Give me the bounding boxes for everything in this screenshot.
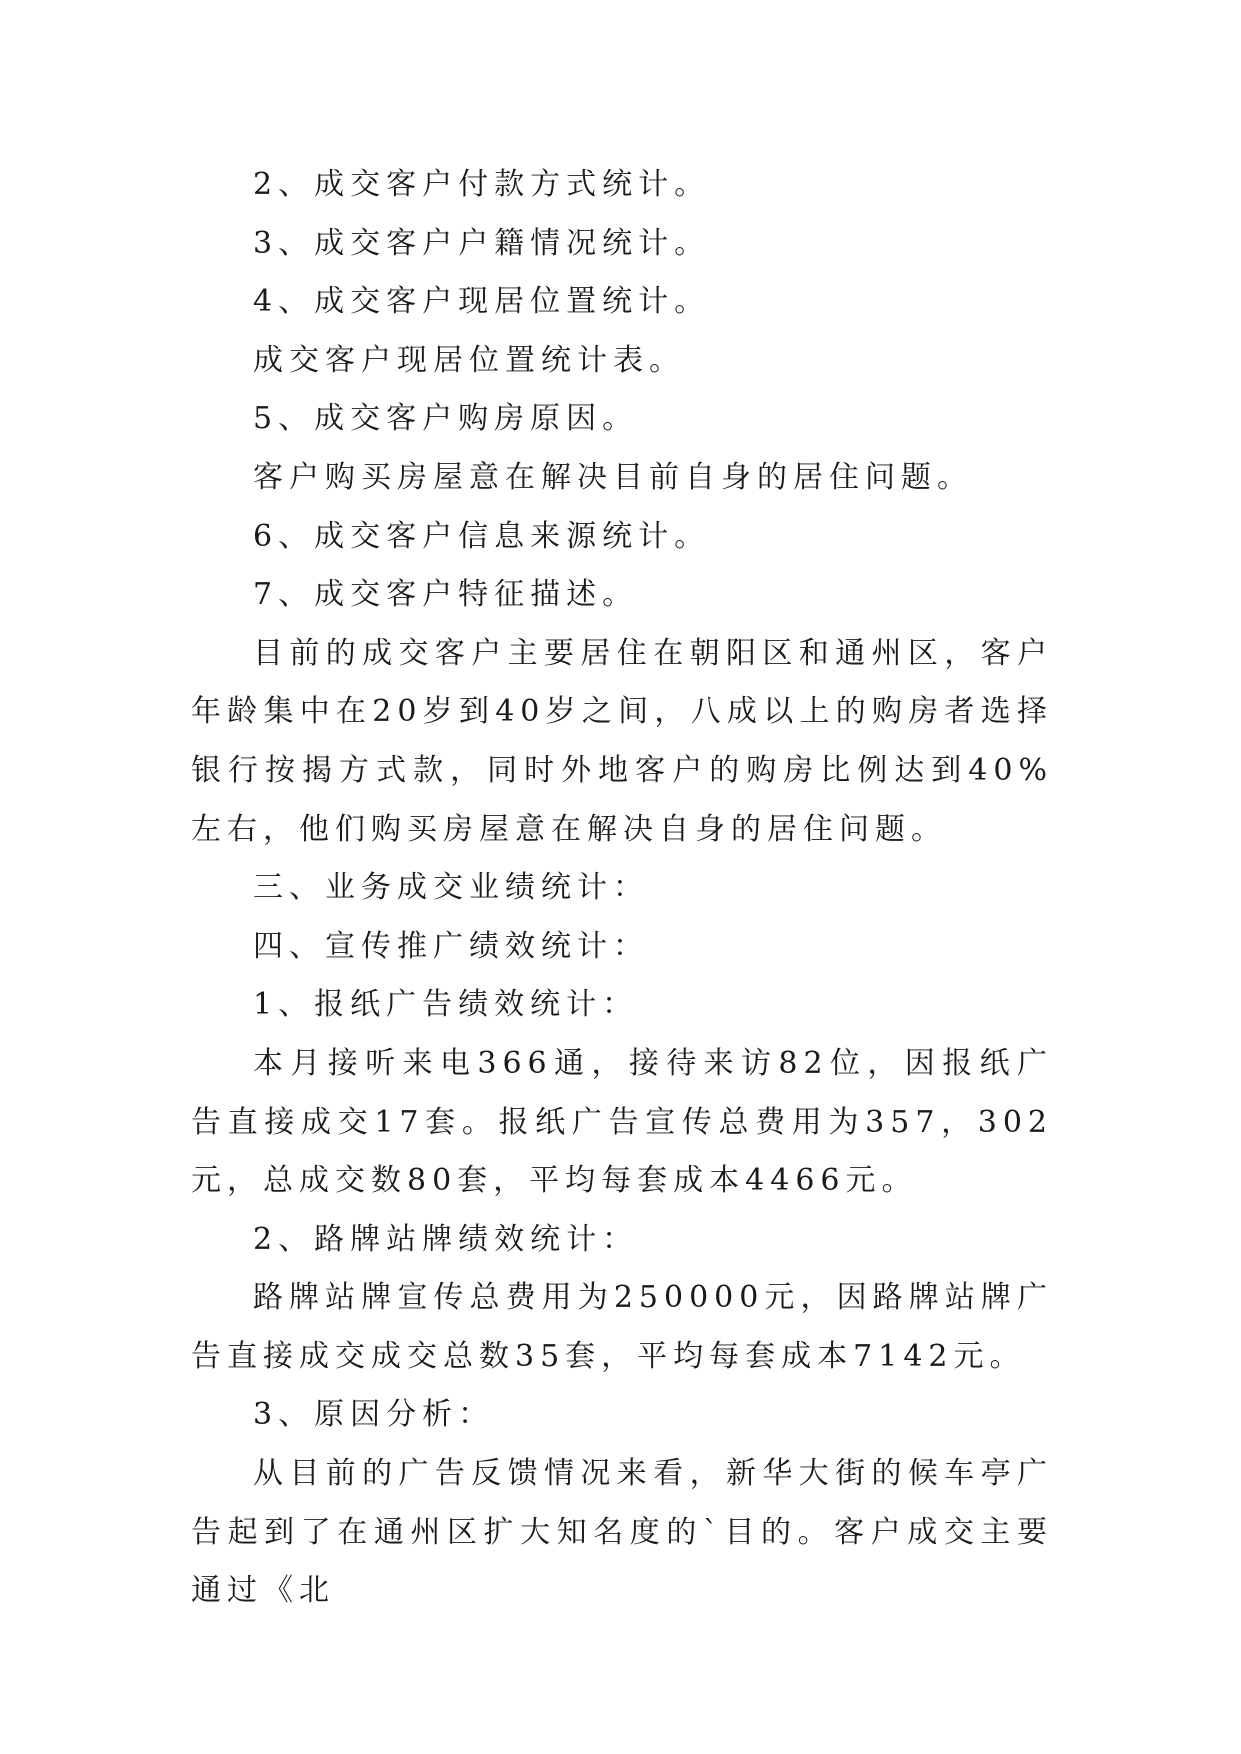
section-heading-promotion-performance: 四、宣传推广绩效统计： <box>253 928 649 964</box>
paragraph-newspaper-detail: 本月接听来电366通，接待来访82位，因报纸广告直接成交17套。报纸广告宣传总费用为357，302元，总成交数80套，平均每套成本4466元。 <box>191 1045 1053 1199</box>
paragraph-info-source: 6、成交客户信息来源统计。 <box>253 518 711 554</box>
paragraph-residence-table: 成交客户现居位置统计表。 <box>253 342 685 378</box>
paragraph-billboard-heading: 2、路牌站牌绩效统计： <box>253 1221 639 1257</box>
paragraph-purchase-reason: 5、成交客户购房原因。 <box>253 401 639 437</box>
paragraph-newspaper-heading: 1、报纸广告绩效统计： <box>253 987 639 1023</box>
paragraph-billboard-detail: 路牌站牌宣传总费用为250000元，因路牌站牌广告直接成交成交总数35套，平均每套成本7142元。 <box>191 1280 1053 1374</box>
paragraph-payment-method: 2、成交客户付款方式统计。 <box>253 167 711 202</box>
paragraph-customer-traits-detail: 目前的成交客户主要居住在朝阳区和通州区，客户年龄集中在20岁到40岁之间，八成以上的购房者选择银行按揭方式款，同时外地客户的购房比例达到40%左右，他们购买房屋意在解决自身的居住问题。 <box>191 635 1053 847</box>
paragraph-customer-traits: 7、成交客户特征描述。 <box>253 577 639 613</box>
paragraph-household-registration: 3、成交客户户籍情况统计。 <box>253 225 711 261</box>
document-body <box>191 156 1053 1621</box>
paragraph-purchase-reason-detail: 客户购买房屋意在解决目前自身的居住问题。 <box>253 459 973 495</box>
paragraph-analysis-heading: 3、原因分析： <box>253 1397 495 1433</box>
paragraph-analysis-detail: 从目前的广告反馈情况来看，新华大街的候车亭广告起到了在通州区扩大知名度的`目的。客户成交主要通过《北 <box>191 1456 1053 1609</box>
section-heading-sales-performance: 三、业务成交业绩统计： <box>253 870 649 906</box>
paragraph-residence-location: 4、成交客户现居位置统计。 <box>253 284 711 320</box>
